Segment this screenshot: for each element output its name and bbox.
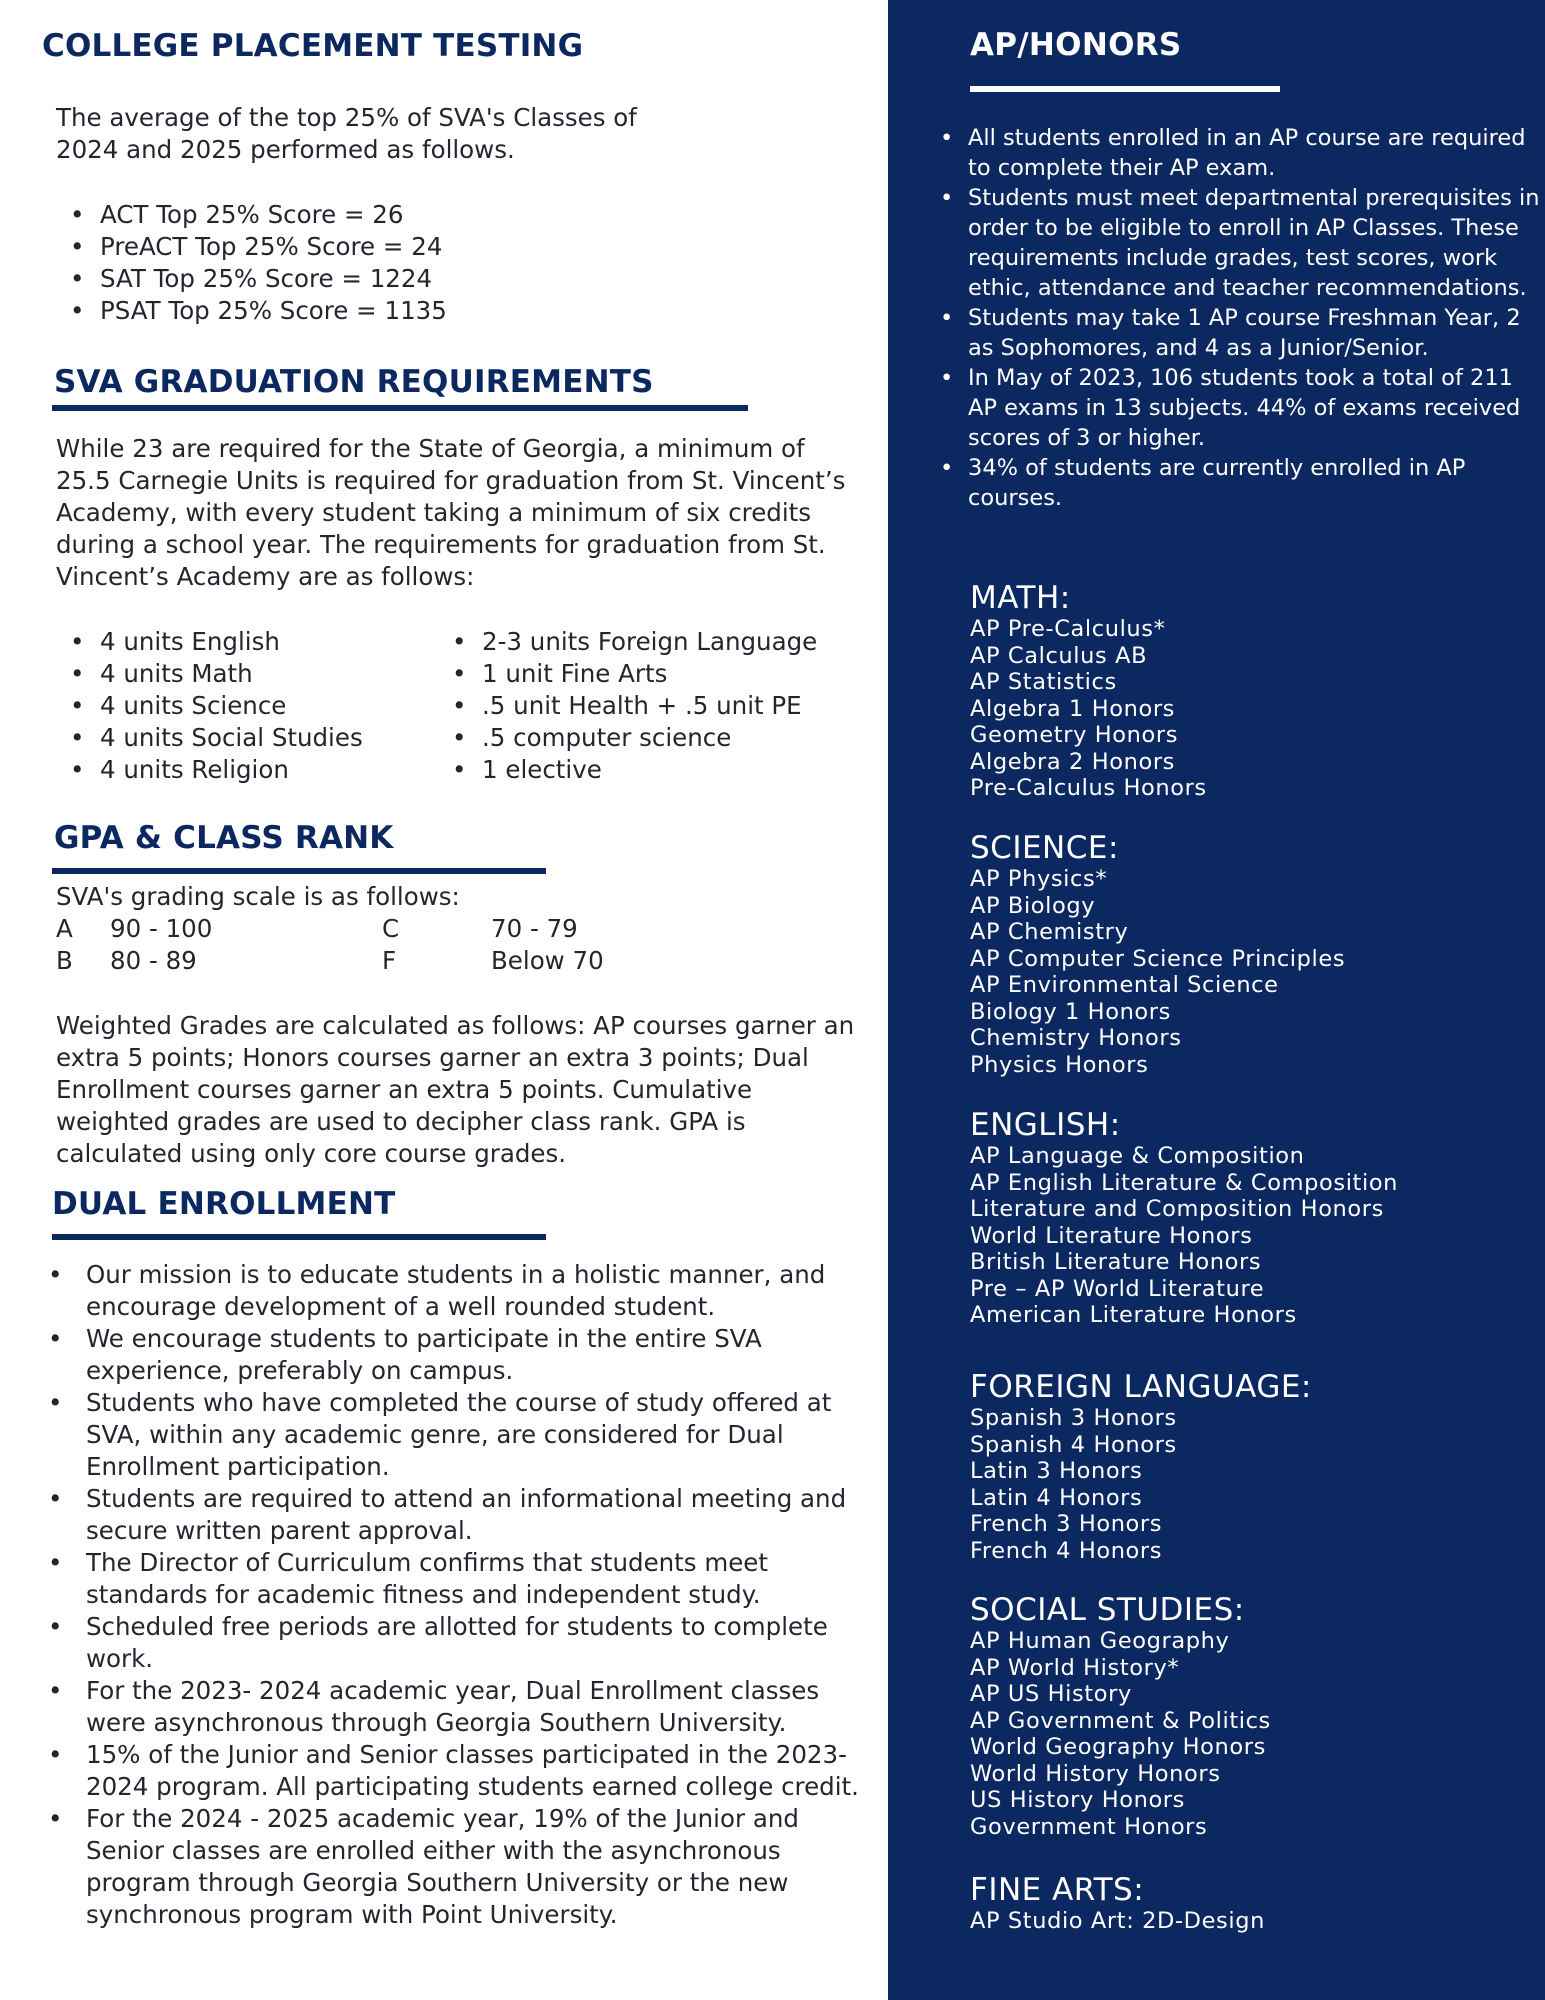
subject-title: MATH: (970, 580, 1071, 616)
subject-title: FOREIGN LANGUAGE: (970, 1369, 1312, 1405)
course-item: American Literature Honors (970, 1302, 1297, 1328)
course-item: Geometry Honors (970, 722, 1179, 748)
course-item: AP Computer Science Principles (970, 945, 1346, 972)
list-item: • In May of 2023, 106 students took a total of 211 AP exams in 13 subjects. 44% of exams received scores of 3 or higher. (940, 363, 1540, 453)
course-item: AP English Literature & Composition (970, 1169, 1399, 1196)
course-item: French 4 Honors (970, 1537, 1163, 1564)
list-item: • Our mission is to educate students in a holistic manner, and encourage development of a well rounded student. (44, 1259, 864, 1323)
course-item: AP Statistics (970, 669, 1117, 695)
list-item: • ACT Top 25% Score = 26 (56, 199, 447, 231)
list-item: • For the 2024 - 2025 academic year, 19% of the Junior and Senior classes are enrolled either with the asynchronous program through Georgia Southern University or the new synchronous program with Point University. (44, 1803, 864, 1931)
grade-range: 80 - 89 (110, 946, 197, 975)
course-item: AP US History (970, 1681, 1132, 1707)
subject-social-studies (970, 1592, 1530, 1840)
course-item: US History Honors (970, 1787, 1185, 1813)
subject-title: FINE ARTS: (970, 1872, 1145, 1908)
list-item: • 4 units Science (56, 690, 363, 722)
grade-letter: C (382, 914, 400, 943)
subject-title: ENGLISH: (970, 1107, 1121, 1143)
weighted-grades-text: Weighted Grades are calculated as follows: AP courses garner an extra 5 points; Honors courses garner an extra 3 points; Dual Enrollment courses garner an extra 5 points. Cumulative weighted grades are used to decipher class rank. GPA is calculated using only core course grades. (56, 1011, 855, 1168)
list-item: • Students must meet departmental prerequisites in order to be eligible to enroll in AP Classes. These requirements include grades, test scores, work ethic, attendance and teacher recommendations. (940, 183, 1540, 303)
course-item: Literature and Composition Honors (970, 1196, 1384, 1222)
subject-title: SOCIAL STUDIES: (970, 1592, 1245, 1628)
subject-science (970, 830, 1530, 1078)
list-item: • Students are required to attend an informational meeting and secure written parent approval. (44, 1483, 864, 1547)
course-item: Chemistry Honors (970, 1025, 1182, 1051)
course-item: AP Calculus AB (970, 642, 1148, 669)
list-item: • The Director of Curriculum confirms that students meet standards for academic fitness and independent study. (44, 1547, 864, 1611)
grade-letter: F (382, 946, 397, 975)
subject-title: SCIENCE: (970, 830, 1119, 866)
course-item: World Geography Honors (970, 1734, 1266, 1760)
course-item: Latin 4 Honors (970, 1484, 1143, 1511)
course-item: AP Physics* (970, 866, 1108, 892)
list-item: • 4 units Social Studies (56, 722, 363, 754)
graduation-heading: SVA GRADUATION REQUIREMENTS (54, 364, 654, 400)
subject-math (970, 580, 1530, 802)
course-item: AP Government & Politics (970, 1707, 1271, 1734)
list-item: • Scheduled free periods are allotted for students to complete work. (44, 1611, 864, 1675)
list-item: • We encourage students to participate in the entire SVA experience, preferably on campus. (44, 1323, 864, 1387)
ap-honors-heading: AP/HONORS (970, 27, 1182, 63)
course-item: AP Pre-Calculus* (970, 616, 1166, 642)
course-item: Algebra 1 Honors (970, 695, 1175, 722)
grade-letter: B (56, 946, 73, 975)
list-item: • 1 unit Fine Arts (438, 658, 817, 690)
course-item: AP World History* (970, 1654, 1180, 1681)
course-item: AP Language & Composition (970, 1143, 1305, 1169)
grade-range: 70 - 79 (491, 914, 578, 943)
list-item: • .5 unit Health + .5 unit PE (438, 690, 817, 722)
course-item: Spanish 3 Honors (970, 1405, 1177, 1431)
grade-range: 90 - 100 (110, 914, 213, 943)
grade-range: Below 70 (491, 946, 604, 975)
course-item: Biology 1 Honors (970, 998, 1171, 1025)
college-placement-heading: COLLEGE PLACEMENT TESTING (42, 28, 584, 64)
ap-honors-heading-rule (970, 86, 1280, 92)
course-item: Pre – AP World Literature (970, 1275, 1265, 1302)
course-item: AP Human Geography (970, 1628, 1230, 1654)
course-item: Algebra 2 Honors (970, 748, 1175, 775)
list-item: • 4 units English (56, 626, 363, 658)
subject-fine-arts (970, 1872, 1530, 1935)
list-item: • 15% of the Junior and Senior classes participated in the 2023- 2024 program. All participating students earned college credit. (44, 1739, 864, 1803)
college-placement-intro: The average of the top 25% of SVA's Classes of 2024 and 2025 performed as follows. (56, 103, 637, 164)
list-item: • PreACT Top 25% Score = 24 (56, 231, 447, 263)
grading-scale-intro: SVA's grading scale is as follows: (56, 882, 460, 911)
list-item: • .5 computer science (438, 722, 817, 754)
subject-foreign-language (970, 1369, 1530, 1564)
course-item: AP Studio Art: 2D-Design (970, 1908, 1265, 1934)
course-item: Pre-Calculus Honors (970, 775, 1207, 801)
list-item: • Students may take 1 AP course Freshman Year, 2 as Sophomores, and 4 as a Junior/Senior. (940, 303, 1540, 363)
graduation-heading-rule (52, 405, 748, 411)
gpa-heading: GPA & CLASS RANK (54, 820, 394, 856)
graduation-list-col2 (438, 626, 817, 786)
course-item: World Literature Honors (970, 1222, 1253, 1249)
course-item: AP Environmental Science (970, 972, 1279, 998)
course-item: British Literature Honors (970, 1249, 1262, 1275)
list-item: • PSAT Top 25% Score = 1135 (56, 295, 447, 327)
list-item: • SAT Top 25% Score = 1224 (56, 263, 447, 295)
list-item: • 34% of students are currently enrolled in AP courses. (940, 453, 1540, 513)
course-item: World History Honors (970, 1760, 1221, 1787)
course-item: Spanish 4 Honors (970, 1431, 1177, 1458)
ap-honors-list (940, 123, 1540, 513)
dual-enrollment-heading-rule (52, 1234, 546, 1240)
course-item: AP Biology (970, 892, 1096, 919)
list-item: • All students enrolled in an AP course are required to complete their AP exam. (940, 123, 1540, 183)
grade-letter: A (56, 914, 73, 943)
list-item: • Students who have completed the course of study offered at SVA, within any academic genre, are considered for Dual Enrollment participation. (44, 1387, 864, 1483)
graduation-intro: While 23 are required for the State of Georgia, a minimum of 25.5 Carnegie Units is required for graduation from St. Vincent’s Academy, with every student taking a minimum of six credits during a school year. The requirements for graduation from St. Vincent’s Academy are as follows: (56, 434, 846, 591)
course-item: Latin 3 Honors (970, 1458, 1143, 1484)
list-item: • For the 2023- 2024 academic year, Dual Enrollment classes were asynchronous through Georgia Southern University. (44, 1675, 864, 1739)
course-item: French 3 Honors (970, 1511, 1163, 1537)
placement-score-list (56, 199, 447, 327)
course-item: Government Honors (970, 1813, 1208, 1840)
list-item: • 4 units Religion (56, 754, 363, 786)
gpa-heading-rule (52, 868, 546, 874)
list-item: • 2-3 units Foreign Language (438, 626, 817, 658)
graduation-list-col1 (56, 626, 363, 786)
subject-english (970, 1107, 1530, 1329)
course-item: Physics Honors (970, 1051, 1149, 1078)
list-item: • 4 units Math (56, 658, 363, 690)
list-item: • 1 elective (438, 754, 817, 786)
course-item: AP Chemistry (970, 919, 1129, 945)
dual-enrollment-heading: DUAL ENROLLMENT (52, 1186, 396, 1222)
dual-enrollment-list (44, 1259, 864, 1931)
